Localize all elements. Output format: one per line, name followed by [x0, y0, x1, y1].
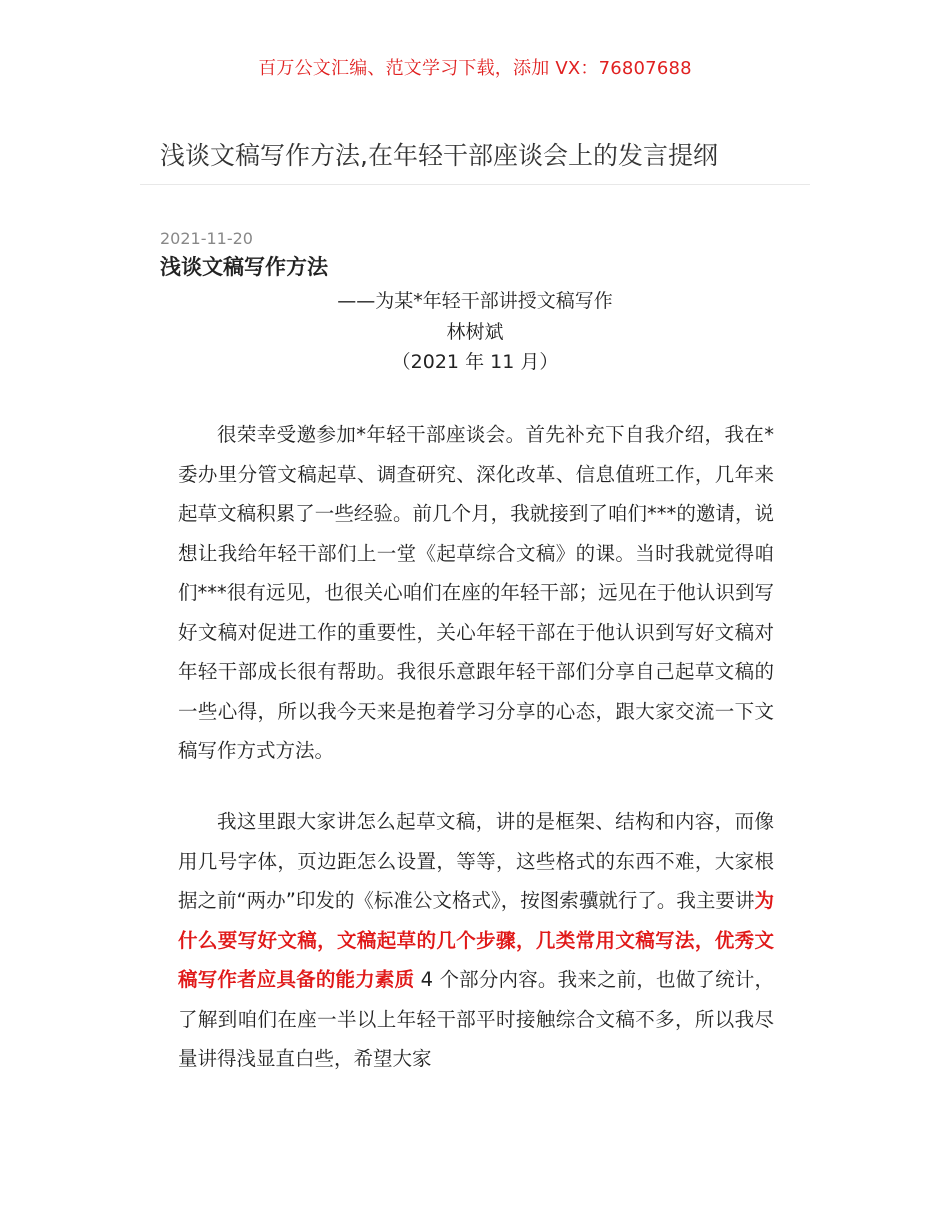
paragraph-2-text-after: 4 个部分内容。我来之前，也做了统计，了解到咱们在座一半以上年轻干部平时接触综合文稿不多，所以我尽量讲得浅显直白些，希望大家 — [178, 968, 774, 1070]
article-author: 林树斌 — [446, 321, 504, 343]
post-date: 2021-11-20 — [160, 229, 253, 248]
page-title: 浅谈文稿写作方法,在年轻干部座谈会上的发言提纲 — [160, 141, 718, 170]
paragraph-2-text-before: 我这里跟大家讲怎么起草文稿，讲的是框架、结构和内容，而像用几号字体，页边距怎么设置，等等，这些格式的东西不难，大家根据之前“两办”印发的《标准公文格式》，按图索骥就行了。我主要讲 — [178, 810, 774, 912]
title-divider — [140, 184, 810, 185]
body-paragraph-1: 很荣幸受邀参加*年轻干部座谈会。首先补充下自我介绍，我在*委办里分管文稿起草、调查研究、深化改革、信息值班工作，几年来起草文稿积累了一些经验。前几个月，我就接到了咱们***的邀请，说想让我给年轻干部们上一堂《起草综合文稿》的课。当时我就觉得咱们***很有远见，也很关心咱们在座的年轻干部；远见在于他认识到写好文稿对促进工作的重要性，关心年轻干部在于他认识到写好文稿对年轻干部成长很有帮助。我很乐意跟年轻干部们分享自己起草文稿的一些心得，所以我今天来是抱着学习分享的心态，跟大家交流一下文稿写作方式方法。 — [178, 423, 774, 762]
body-paragraph-2 — [178, 802, 774, 1079]
highlighted-topics: 为什么要写好文稿，文稿起草的几个步骤，几类常用文稿写法，优秀文稿写作者应具备的能力素质 — [178, 889, 774, 991]
article-dateline: （2021 年 11 月） — [391, 351, 559, 373]
promo-banner: 百万公文汇编、范文学习下载，添加 VX：76807688 — [258, 58, 692, 79]
article-subtitle: ——为某*年轻干部讲授文稿写作 — [337, 290, 613, 312]
article-heading: 浅谈文稿写作方法 — [160, 255, 328, 279]
